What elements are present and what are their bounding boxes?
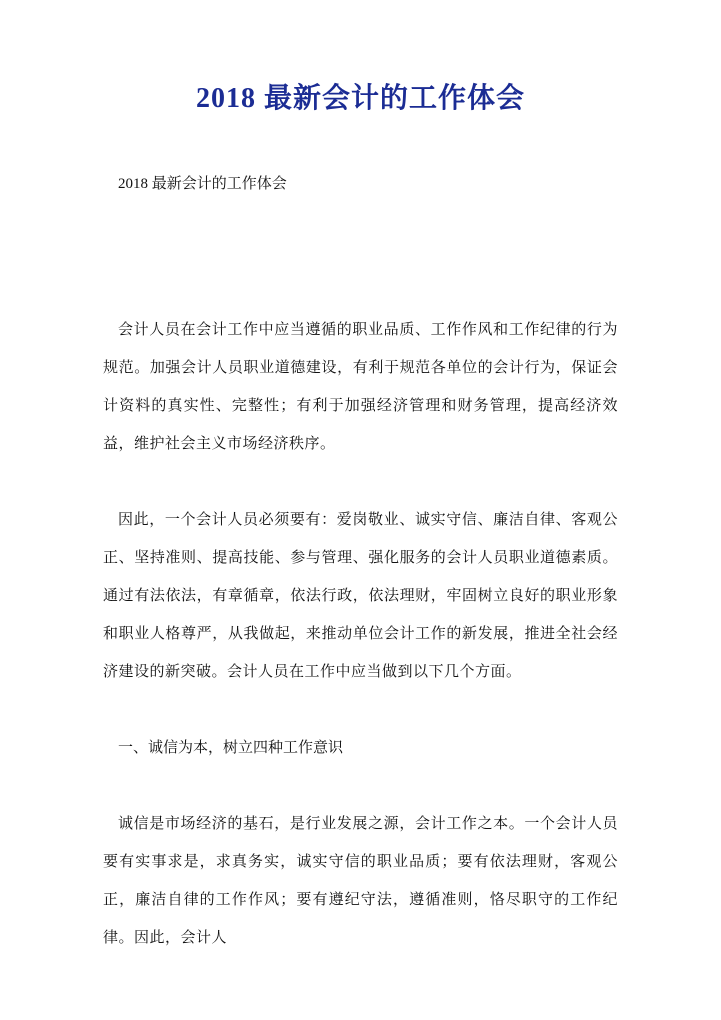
paragraph-3: 诚信是市场经济的基石，是行业发展之源，会计工作之本。一个会计人员要有实事求是，求真务实，诚实守信的职业品质；要有依法理财，客观公正，廉洁自律的工作作风；要有遵纪守法，遵循准则，恪尽职守的工作纪律。因此，会计人 bbox=[103, 816, 618, 946]
paragraph-1: 会计人员在会计工作中应当遵循的职业品质、工作作风和工作纪律的行为规范。加强会计人员职业道德建设，有利于规范各单位的会计行为，保证会计资料的真实性、完整性；有利于加强经济管理和财务管理，提高经济效益，维护社会主义市场经济秩序。 bbox=[103, 322, 618, 452]
paragraph-2: 因此，一个会计人员必须要有：爱岗敬业、诚实守信、廉洁自律、客观公正、坚持准则、提高技能、参与管理、强化服务的会计人员职业道德素质。通过有法依法，有章循章，依法行政，依法理财，牢固树立良好的职业形象和职业人格尊严，从我做起，来推动单位会计工作的新发展，推进全社会经济建设的新突破。会计人员在工作中应当做到以下几个方面。 bbox=[103, 512, 618, 680]
document-subtitle: 2018 最新会计的工作体会 bbox=[118, 176, 287, 192]
section-heading-1: 一、诚信为本，树立四种工作意识 bbox=[118, 740, 344, 756]
document-title: 2018 最新会计的工作体会 bbox=[195, 83, 525, 114]
